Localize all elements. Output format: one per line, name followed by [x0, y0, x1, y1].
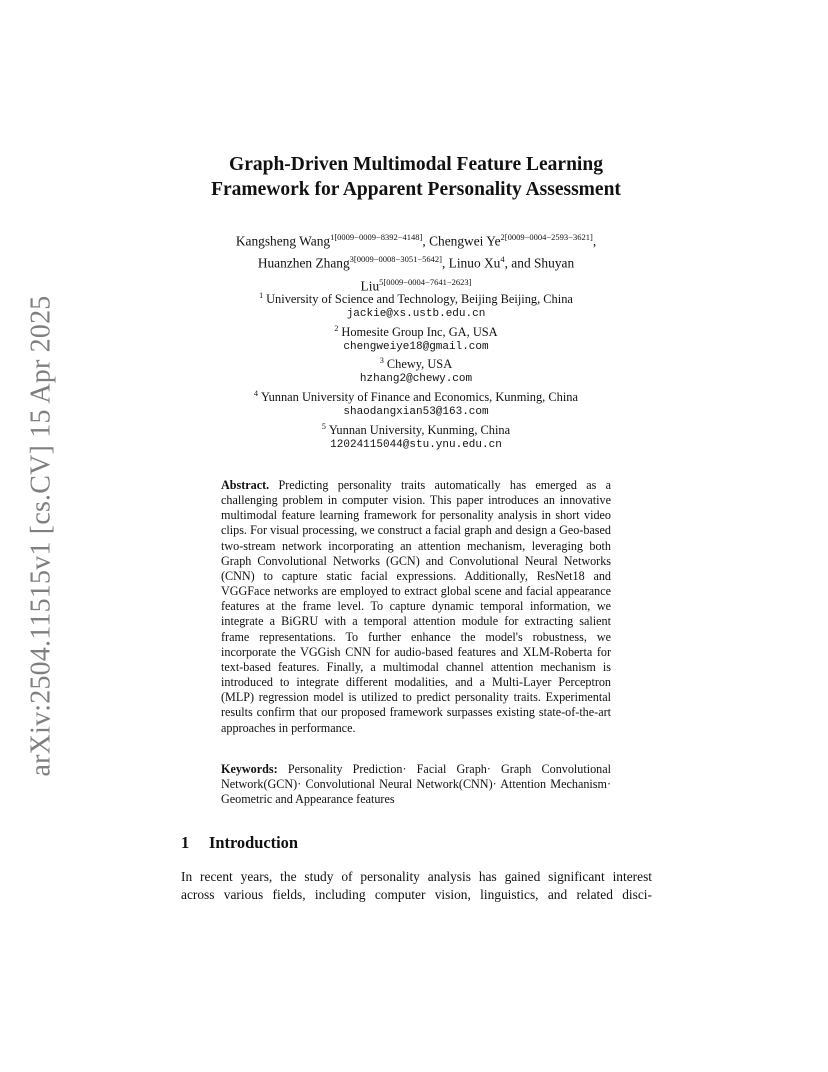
affiliation-number: 5 [321, 421, 326, 431]
affiliation-name: Yunnan University, Kunming, China [328, 423, 511, 437]
affiliation-name: Chewy, USA [386, 357, 453, 372]
affiliation-number: 2 [334, 323, 339, 333]
author-name: Kangsheng Wang [235, 233, 331, 249]
author-orcid: 4 [500, 254, 505, 265]
keywords-label: Keywords: [221, 762, 278, 776]
keywords [221, 762, 611, 807]
author-name: Chengwei Ye [429, 233, 501, 249]
section-title: Introduction [209, 833, 298, 852]
abstract [221, 478, 611, 736]
affiliation [180, 354, 652, 372]
affiliation-name: Homesite Group Inc, GA, USA [341, 324, 498, 339]
title-line: Graph-Driven Multimodal Feature Learning [229, 154, 603, 175]
author-orcid: 1[0009−0009−8392−4148] [330, 232, 423, 242]
section-heading [181, 833, 298, 853]
affiliation-number: 1 [259, 291, 264, 300]
affiliation-email: 12024115044@stu.ynu.edu.cn [330, 438, 502, 451]
title-line: Framework for Apparent Personality Assessment [211, 179, 621, 200]
author-orcid: 2[0009−0004−2593−3621] [500, 232, 593, 242]
author-separator: , [592, 233, 597, 249]
author-orcid: 5[0009−0004−7641−2623] [379, 276, 472, 287]
author-separator: , [422, 233, 430, 249]
affiliation-name: University of Science and Technology, Beijing Beijing, China [266, 292, 573, 307]
affiliation [180, 387, 652, 405]
section-number: 1 [181, 833, 190, 852]
author-name: Linuo Xu [448, 255, 501, 271]
author-name: Liu [360, 278, 380, 294]
affiliation-name: Yunnan University of Finance and Economics, Kunming, China [261, 390, 578, 405]
affiliation [180, 289, 652, 307]
affiliation-email: jackie@xs.ustb.edu.cn [346, 307, 486, 320]
affiliation-number: 3 [379, 356, 384, 366]
arxiv-identifier-text: arXiv:2504.11515v1 [cs.CV] 15 Apr 2025 [25, 295, 56, 777]
author-separator: , [441, 255, 449, 271]
paper-title [150, 152, 682, 202]
author-name: Huanzhen Zhang [257, 255, 350, 271]
intro-paragraph [181, 868, 652, 903]
arxiv-identifier [19, 0, 63, 1072]
abstract-label: Abstract. [221, 478, 270, 492]
author-list [180, 228, 652, 295]
intro-line: across various fields, including computer vision, linguistics, and related disci- [181, 886, 652, 902]
affiliation [180, 420, 652, 438]
author-orcid: 3[0009−0008−3051−5642] [349, 254, 442, 265]
affiliation-email: hzhang2@chewy.com [359, 373, 473, 386]
affiliation-list [180, 289, 652, 453]
abstract-text: Predicting personality traits automatically has emerged as a challenging problem in computer vision. This paper introduces an innovative multimodal feature learning framework for personality analysis in short video clips. For visual processing, we construct a facial graph and design a Geo-based two-stream network incorporating an attention mechanism, leveraging both Graph Convolutional Networks (GCN) and Convolutional Neural Networks (CNN) to capture static facial expressions. Additionally, ResNet18 and VGGFace networks are employed to extract global scene and facial appearance features at the frame level. To capture dynamic temporal information, we integrate a BiGRU with a temporal attention module for extracting salient frame representations. To further enhance the model's robustness, we incorporate the VGGish CNN for audio-based features and XLM-Roberta for text-based features. Finally, a multimodal channel attention mechanism is introduced to integrate different modalities, and a Multi-Layer Perceptron (MLP) regression model is utilized to predict personality traits. Experimental results confirm that our proposed framework surpasses existing state-of-the-art approaches in performance. [221, 478, 611, 735]
affiliation-email: chengweiye18@gmail.com [343, 340, 489, 353]
affiliation [180, 322, 652, 340]
author-separator: , and Shuyan [504, 255, 575, 271]
affiliation-number: 4 [254, 389, 259, 399]
affiliation-email: shaodangxian53@163.com [343, 406, 489, 419]
intro-line: In recent years, the study of personality analysis has gained significant interest [181, 869, 652, 884]
keywords-text: Personality Prediction· Facial Graph· Graph Convolutional Network(GCN)· Convolutional Neural Network(CNN)· Attention Mechanism· Geometric and Appearance features [221, 762, 611, 807]
